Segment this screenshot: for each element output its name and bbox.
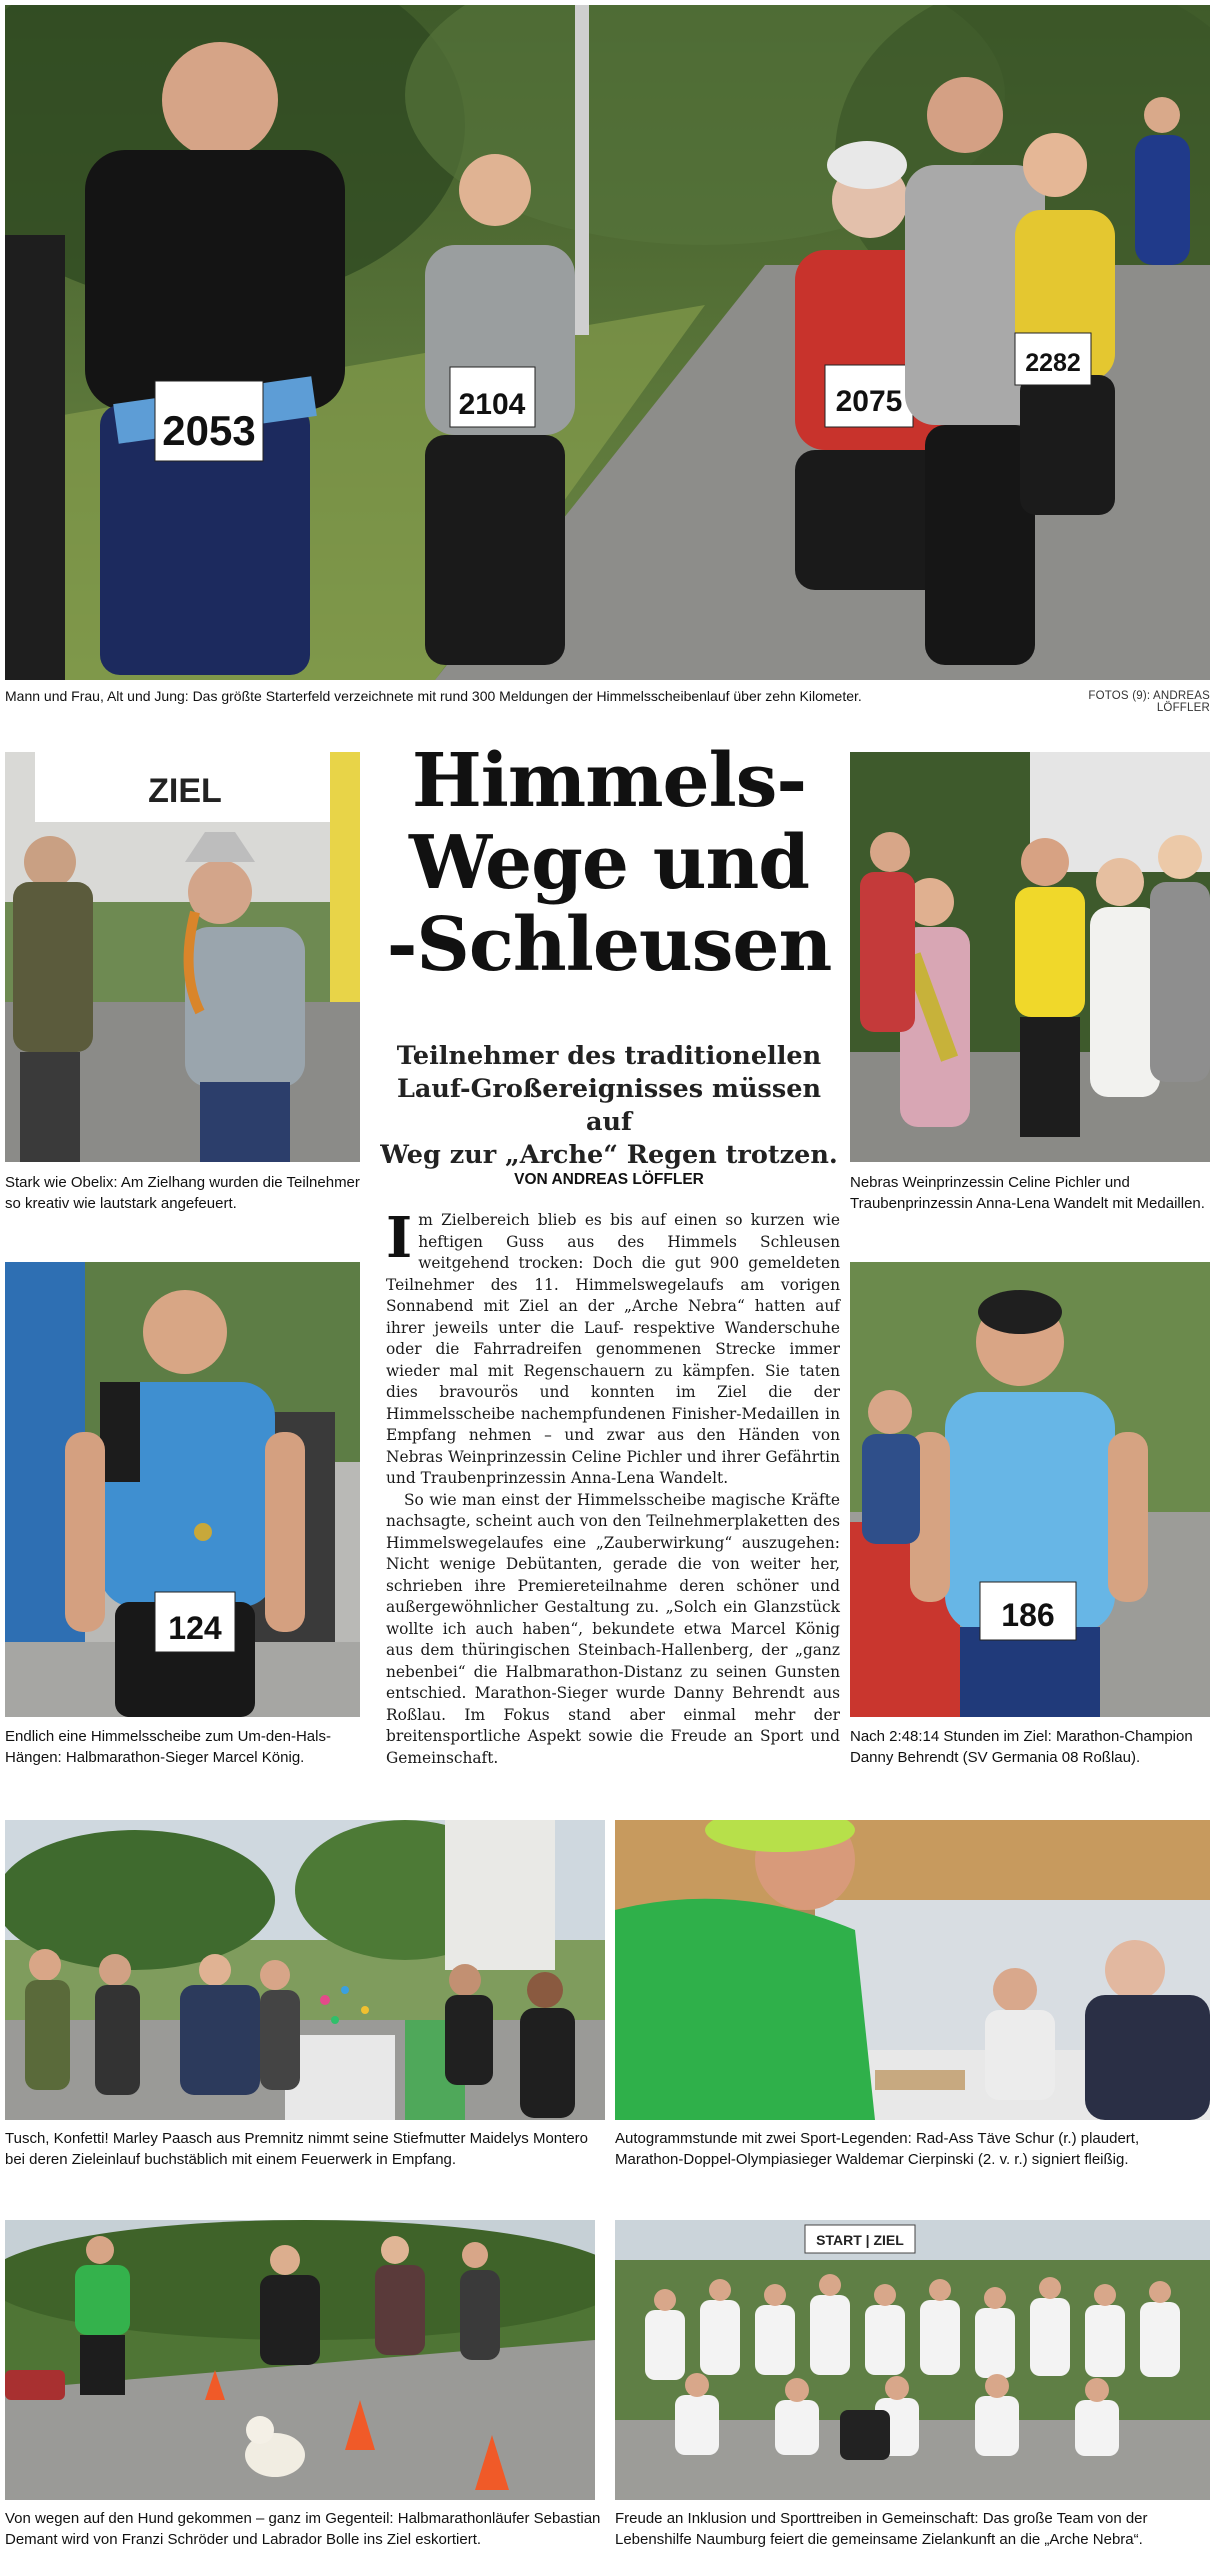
headline-line3: -Schleusen <box>386 902 832 988</box>
photo-wine-princesses <box>850 752 1210 1162</box>
subhead-line3: Weg zur „Arche“ Regen trotzen. <box>380 1140 838 1170</box>
caption-behrendt: Nach 2:48:14 Stunden im Ziel: Marathon-Champion Danny Behrendt (SV Germania 08 Roßlau). <box>850 1728 1193 1766</box>
subhead-line1: Teilnehmer des traditionellen <box>396 1041 822 1071</box>
bib-186: 186 <box>1001 1597 1055 1633</box>
bib-2104: 2104 <box>458 388 526 421</box>
photo-team-lebenshilfe <box>615 2220 1210 2500</box>
photo-autogrammstunde <box>615 1820 1210 2120</box>
bib-124: 124 <box>168 1610 222 1646</box>
photo-marcel-koenig <box>5 1262 360 1717</box>
photo-credit: FOTOS (9): ANDREAS LÖFFLER <box>1088 690 1210 714</box>
bib-2075: 2075 <box>835 385 903 418</box>
ziel-banner-text: ZIEL <box>148 772 222 810</box>
byline: VON ANDREAS LÖFFLER <box>514 1171 704 1188</box>
photo-runners-10k <box>5 5 1210 680</box>
headline-line2: Wege und <box>408 820 810 906</box>
caption-top: Mann und Frau, Alt und Jung: Das größte Starterfeld verzeichnete mit rund 300 Meldungen der Himmelsscheibenlauf über zehn Kilometer. <box>5 688 862 704</box>
caption-team: Freude an Inklusion und Sporttreiben in Gemeinschaft: Das große Team von der Lebenshilfe Naumburg feiert die gemeinsame Zielankunft an die „Arche Nebra“. <box>615 2510 1148 2548</box>
caption-princesses: Nebras Weinprinzessin Celine Pichler und Traubenprinzessin Anna-Lena Wandelt mit Medaillen. <box>850 1174 1205 1212</box>
bib-2282: 2282 <box>1025 349 1081 377</box>
caption-obelix: Stark wie Obelix: Am Zielhang wurden die Teilnehmer so kreativ wie lautstark angefeuert. <box>5 1174 360 1212</box>
photo-konfetti <box>5 1820 605 2120</box>
article-body <box>386 1205 840 1769</box>
drop-cap: I <box>386 1205 413 1271</box>
photo-hund <box>5 2220 595 2500</box>
article-paragraph-1-text: m Zielbereich blieb es bis auf einen so kurzen wie heftigen Guss aus des Himmels Schleusen weitgehend trocken: Doch die gut 900 gemeldeten Teilnehmer des 11. Himmelswegelaufs am vorigen Sonnabend mit Ziel an der „Arche Nebra“ hatten auf ihrer jeweils unter die Lauf- respektive Wanderschuhe oder die Fahrradreifen genommenen Strecke immer wieder mal mit Regenschauern zu kämpfen. Sie taten dies bravourös und konnten im Ziel die der Himmelsscheibe nachempfundenen Finisher-Medaillen in Empfang nehmen – und zwar aus den Händen von Nebras Weinprinzessin Celine Pichler und ihrer Gefährtin und Traubenprinzessin Anna-Lena Wandelt. <box>386 1211 840 1487</box>
headline-line1: Himmels- <box>411 738 807 824</box>
photo-danny-behrendt <box>850 1262 1210 1717</box>
article-paragraph-1 <box>386 1205 840 1490</box>
caption-autogramm: Autogrammstunde mit zwei Sport-Legenden: Rad-Ass Täve Schur (r.) plaudert, Marathon-Doppel-Olympiasieger Waldemar Cierpinski (2. v. r.) signiert fleißig. <box>615 2130 1140 2168</box>
bib-2053: 2053 <box>162 407 256 454</box>
start-ziel-banner-text: START | ZIEL <box>816 2232 904 2248</box>
subhead-line2: Lauf-Großereignisses müssen auf <box>396 1074 822 1137</box>
caption-konfetti: Tusch, Konfetti! Marley Paasch aus Premnitz nimmt seine Stiefmutter Maidelys Montero bei deren Zieleinlauf buchstäblich mit einem Feuerwerk in Empfang. <box>5 2130 589 2168</box>
subheadline <box>374 1040 844 1172</box>
caption-hund: Von wegen auf den Hund gekommen – ganz im Gegenteil: Halbmarathonläufer Sebastian Demant wird von Franzi Schröder und Labrador Bolle ins Ziel eskortiert. <box>5 2510 601 2548</box>
article-paragraph-2: So wie man einst der Himmelsscheibe magische Kräfte nachsagte, scheint auch von den Teilnehmerplaketten des Himmelswegelaufes eine „Zauberwirkung“ auszugehen: Nicht wenige Debütanten, gerade die von weiter her, schrieben ihre Premiereteilnahme deren schöner und außergewöhnlicher Gestaltung zu. „Solch ein Glanzstück wollte ich auch haben“, bekundete etwa Marcel König aus dem thüringischen Steinbach-Hallenberg, der „ganz nebenbei“ die Halbmarathon-Distanz zu seinen Gunsten entschied. Marathon-Sieger wurde Danny Behrendt aus Roßlau. Im Fokus stand aber einmal mehr der breitensportliche Aspekt sowie die Freude an Sport und Gemeinschaft. <box>386 1490 840 1767</box>
photo-obelix <box>5 752 360 1162</box>
headline <box>374 740 844 986</box>
caption-koenig: Endlich eine Himmelsscheibe zum Um-den-Hals-Hängen: Halbmarathon-Sieger Marcel König. <box>5 1728 331 1766</box>
